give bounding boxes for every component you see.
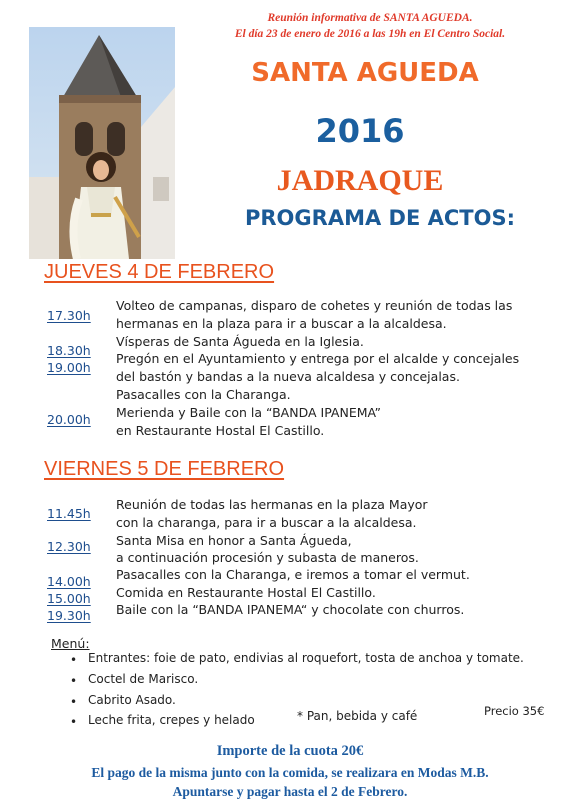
day2-event-2-line-2: a continuación procesión y subasta de maneros. [116,550,419,565]
menu-price: Precio 35€ [484,704,545,718]
day1-event-4-line-1: Merienda y Baile con la “BANDA IPANEMA” [116,405,381,420]
menu-extras: * Pan, bebida y café [297,709,418,723]
day1-event-4-line-2: en Restaurante Hostal El Castillo. [116,423,325,438]
saint-photo [29,27,175,259]
menu-item-1: Entrantes: foie de pato, endivias al roquefort, tosta de anchoa y tomate. [88,651,524,665]
day2-event-1-line-2: con la charanga, para ir a buscar a la alcaldesa. [116,515,417,530]
day1-event-3-line-2: del bastón y bandas a la nueva alcaldesa y concejalas. [116,369,460,384]
main-title: SANTA AGUEDA [251,58,479,88]
day2-event-4-line-1: Comida en Restaurante Hostal El Castillo. [116,585,376,600]
day1-event-2-line-1: Vísperas de Santa Águeda en la Iglesia. [116,334,364,349]
menu-item-4: Leche frita, crepes y helado [88,713,255,727]
day2-event-5-line-1: Baile con la “BANDA IPANEMA“ y chocolate con churros. [116,602,465,617]
town-title: JADRAQUE [276,164,444,197]
notice-line-2: El día 23 de enero de 2016 a las 19h en El Centro Social. [234,28,506,40]
day1-time-4: 20.00h [47,412,91,427]
day1-event-1-line-2: hermanas en la plaza para ir a buscar a la alcaldesa. [116,316,447,331]
menu-item-2: Coctel de Marisco. [88,672,199,686]
day1-time-2: 18.30h [47,343,91,358]
program-title: PROGRAMA DE ACTOS: [245,206,515,230]
footer-payment: El pago de la misma junto con la comida, se realizara en Modas M.B. [91,765,489,780]
menu-bullet-1: • [70,653,78,667]
footer-deadline: Apuntarse y pagar hasta el 2 de Febrero. [172,784,408,799]
day1-time-1: 17.30h [47,308,91,323]
menu-bullet-3: • [70,695,78,709]
day2-time-5: 19.30h [47,608,91,623]
day2-time-4: 15.00h [47,591,91,606]
day2-time-2: 12.30h [47,539,91,554]
day1-event-1-line-1: Volteo de campanas, disparo de cohetes y reunión de todas las [116,298,513,313]
notice-line-1: Reunión informativa de SANTA AGUEDA. [267,12,473,24]
year-title: 2016 [315,112,405,150]
day2-time-1: 11.45h [47,506,91,521]
day2-event-2-line-1: Santa Misa en honor a Santa Águeda, [116,533,352,548]
day2-heading: VIERNES 5 DE FEBRERO [44,458,285,480]
menu-bullet-2: • [70,674,78,688]
menu-bullet-4: • [70,715,78,729]
church-statue-image [29,27,175,259]
day2-time-3: 14.00h [47,574,91,589]
day1-event-3-line-3: Pasacalles con la Charanga. [116,387,291,402]
day2-event-1-line-1: Reunión de todas las hermanas en la plaza Mayor [116,497,428,512]
day1-event-3-line-1: Pregón en el Ayuntamiento y entrega por el alcalde y concejales [116,351,520,366]
menu-item-3: Cabrito Asado. [88,693,176,707]
day2-event-3-line-1: Pasacalles con la Charanga, e iremos a tomar el vermut. [116,567,470,582]
day1-heading: JUEVES 4 DE FEBRERO [44,261,275,283]
menu-heading: Menú: [51,636,90,651]
footer-fee: Importe de la cuota 20€ [216,743,364,759]
day1-time-3: 19.00h [47,360,91,375]
